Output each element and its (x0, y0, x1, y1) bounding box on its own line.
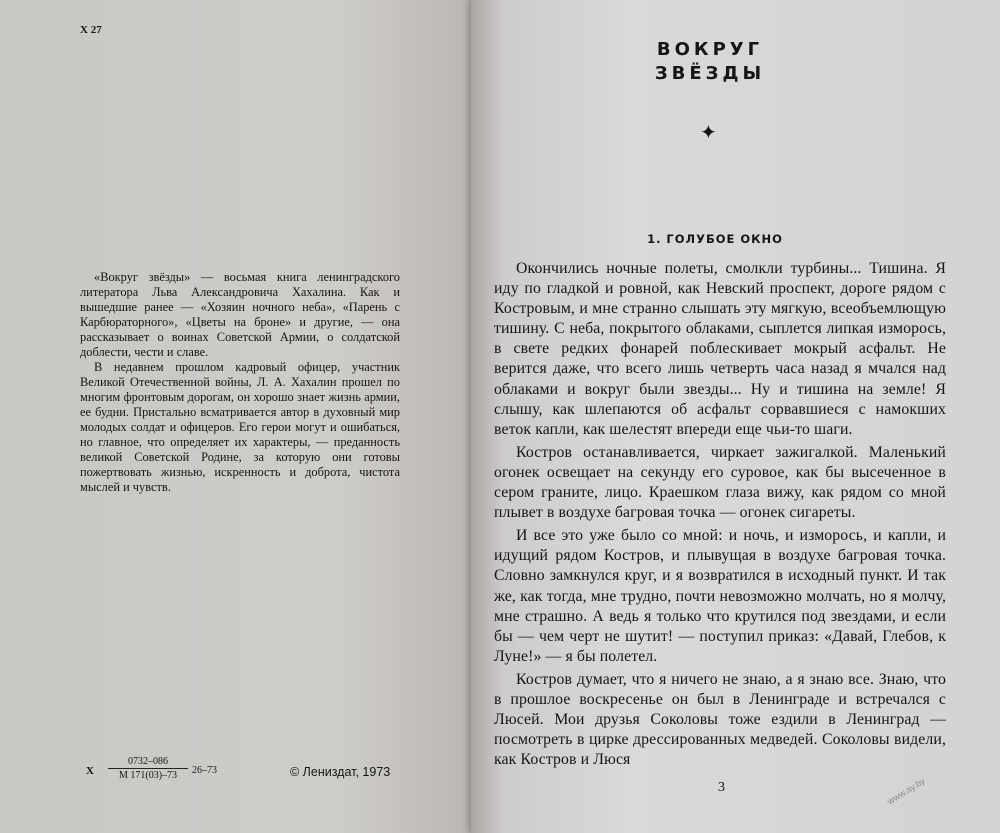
book-annotation (80, 270, 400, 495)
imprint (80, 750, 410, 790)
watermark: www.ay.by (885, 775, 927, 807)
book-title-line: ВОКРУГ (656, 39, 764, 60)
page-number: 3 (718, 780, 725, 795)
imprint-letter: Х (86, 765, 94, 777)
body-paragraph: Окончились ночные полеты, смолкли турбины... Тишина. Я иду по гладкой и ровной, как Невский проспект, дороге рядом с Костровым, и мне странно слышать эту мягкую, всеобъемлющую тишину. С неба, покрытого облаками, сыплется липкая изморось, в свете редких фонарей поблескивает мокрый асфальт. Не верится даже, что всего лишь четверть часа назад я мчался над облаками и вокруг были звезды... Ну и тишина на земле! Я слышу, как шлепаются об асфальт сорвавшиеся с намокших веток капли, как шелестят впереди еще чьи-то шаги. (494, 260, 946, 438)
imprint-numerator: 0732–086 (108, 756, 188, 769)
book-title (560, 38, 860, 86)
left-page (0, 0, 478, 833)
book-title-line: ЗВЁЗДЫ (654, 63, 766, 84)
annotation-paragraph: В недавнем прошлом кадровый офицер, участник Великой Отечественной войны, Л. А. Хахалин прошел по многим фронтовым дорогам, он хорошо знает жизнь армии, ее будни. Пристально всматривается автор в духовный мир молодых солдат и офицеров. Его герои могут и ошибаться, но главное, что определяет их характеры, — преданность великой Советской Родине, за которую они готовы пожертвовать жизнью, искренность и доброта, чистота мыслей и чувств. (80, 360, 400, 494)
body-paragraph: Костров останавливается, чиркает зажигалкой. Маленький огонек освещает на секунду его суровое, как бы высеченное в сером граните, лицо. Краешком глаза вижу, как рядом со мной плывет в воздухе багровая точка — огонек сигареты. (494, 443, 946, 522)
imprint-suffix: 26–73 (192, 765, 217, 776)
body-paragraph: И все это уже было со мной: и ночь, и изморось, и капли, и идущий рядом Костров, и плывущая в воздухе багровая точка. Словно замкнулся круг, и я возвратился в исходный пункт. И так же, как тогда, мне трудно, почти невозможно молчать, но я молчу, мне страшно. А ведь я только что крутился под звездами, и если бы — чем черт не шутит! — поступил приказ: «Давай, Глебов, к Луне!» — я бы полетел. (494, 527, 946, 665)
copyright: © Лениздат, 1973 (290, 765, 391, 779)
annotation-paragraph: «Вокруг звёзды» — восьмая книга ленинградского литератора Льва Александровича Хахалина. Как и вышедшие ранее — «Хозяин ночного неба», «Парень с Карбюраторного», «Цветы на броне» и другие, — она рассказывает о воинах Советской Армии, о солдатской доблести, чести и славе. (80, 270, 400, 359)
chapter-text (494, 259, 946, 773)
imprint-fraction (108, 756, 188, 781)
star-ornament-icon: ✦ (700, 122, 717, 144)
library-code: Х 27 (80, 24, 102, 36)
imprint-denominator: М 171(03)–73 (118, 770, 178, 781)
body-paragraph: Костров думает, что я ничего не знаю, а я знаю все. Знаю, что в прошлое воскресенье он был в Ленинграде и встречался с Люсей. Мои друзья Соколовы тоже ездили в Ленинград — посмотреть в цирке дрессированных медведей. Соколовы видели, как Костров и Люся (494, 670, 946, 769)
chapter-title: 1. ГОЛУБОЕ ОКНО (647, 232, 783, 246)
